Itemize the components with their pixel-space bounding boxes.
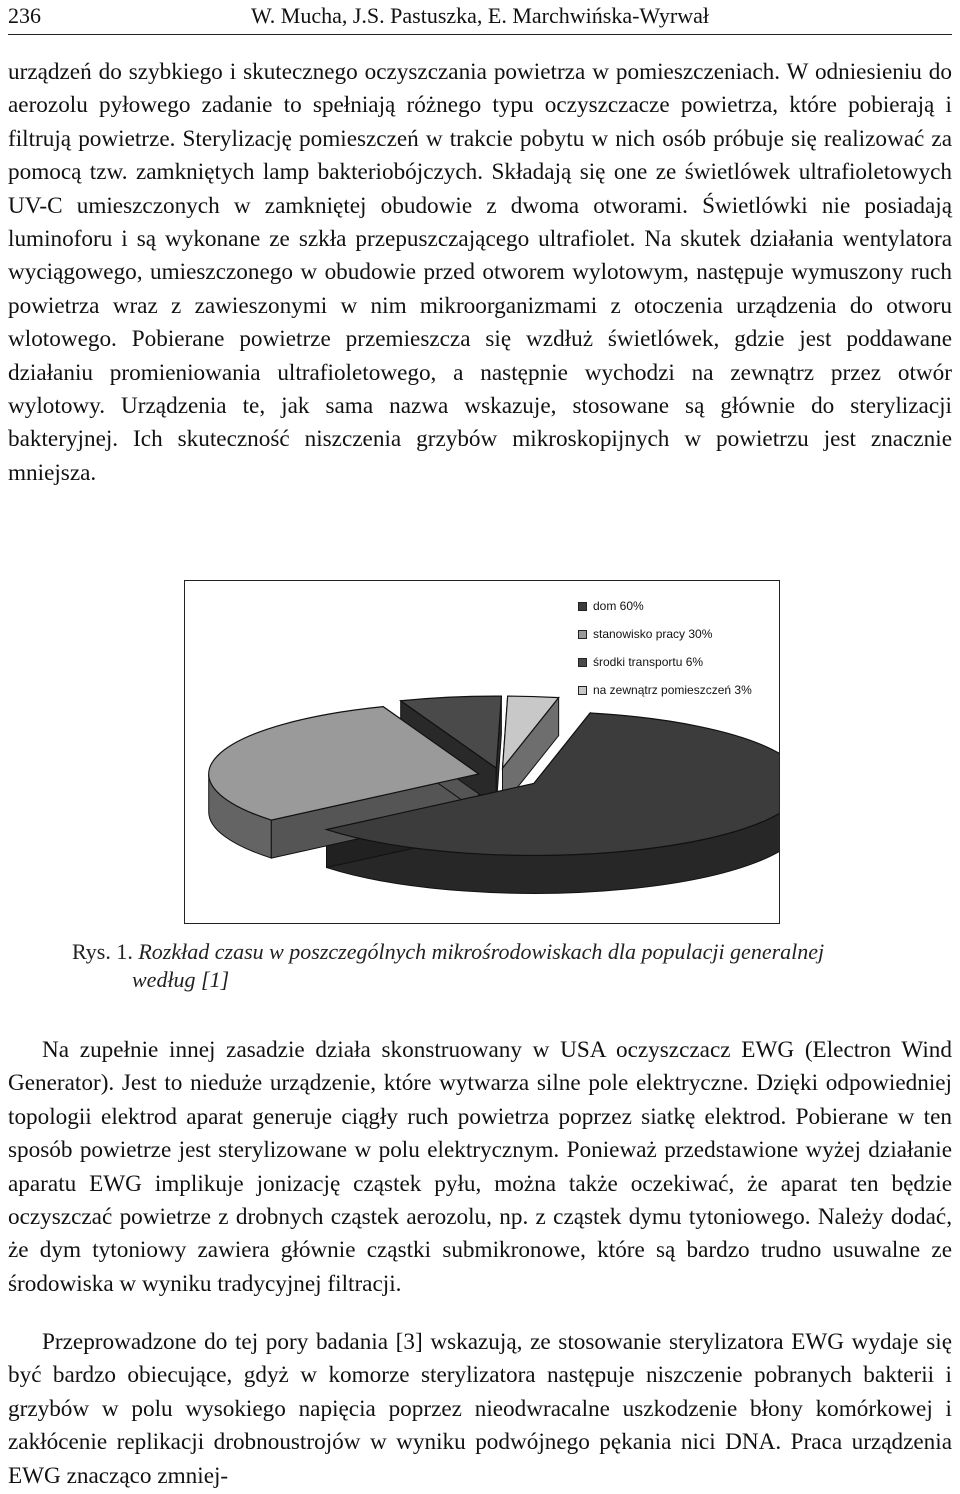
- figure-caption: [72, 938, 912, 994]
- legend-label: stanowisko pracy 30%: [593, 627, 713, 641]
- figure-caption-text-line1: Rozkład czasu w poszczególnych mikrośrodowiskach dla populacji generalnej: [138, 939, 825, 964]
- page-number: 236: [8, 3, 41, 28]
- body-paragraph-2: Na zupełnie innej zasadzie działa skonstruowany w USA oczyszczacz EWG (Electron Wind Generator). Jest to nieduże urządzenie, które wytwarza silne pole elektryczne. Dzięki odpowiedniej topologii elektrod aparat generuje ciągły ruch powietrza poprzez siatkę elektrod. Pobierane w ten sposób powietrze jest sterylizowane w polu elektrycznym. Ponieważ przedstawione wyżej działanie aparatu EWG implikuje jonizację cząstek pyłu, można także oczekiwać, że aparat ten będzie oczyszczać powietrze z drobnych cząstek aerozolu, np. z cząstek dymu tytoniowego. Należy dodać, że dym tytoniowy zawiera głównie cząstki submikronowe, które są bardzo trudno usuwalne ze środowiska w wyniku tradycyjnej filtracji.: [8, 1037, 952, 1297]
- figure-caption-label: Rys. 1.: [72, 939, 133, 964]
- legend-item: [578, 677, 768, 705]
- legend-swatch: [578, 602, 587, 611]
- body-paragraph-1: urządzeń do szybkiego i skutecznego oczyszczania powietrza w pomieszczeniach. W odniesieniu do aerozolu pyłowego zadanie to spełniają różnego typu oczyszczacze powietrza, które pobierają i filtrują powietrze. Sterylizację pomieszczeń w trakcie pobytu w nich osób próbuje się realizować za pomocą tzw. zamkniętych lamp bakteriobójczych. Składają się one ze świetlówek ultrafioletowych UV-C umieszczonych w zamkniętej obudowie z dwoma otworami. Świetlówki nie posiadają luminoforu i są wykonane ze szkła przepuszczającego ultrafiolet. Na skutek działania wentylatora wyciągowego, umieszczonego w obudowie przed otworem wylotowym, następuje wymuszony ruch powietrza wraz z zawieszonymi w nim mikroorganizmami z otoczenia urządzenia do otworu wlotowego. Pobierane powietrze przemieszcza się wzdłuż świetlówek, gdzie jest poddawane działaniu promieniowania ultrafioletowego, a następnie wychodzi na zewnątrz przez otwór wylotowy. Urządzenia te, jak sama nazwa wskazuje, stosowane są głównie do sterylizacji bakteryjnej. Ich skuteczność niszczenia grzybów mikroskopijnych w powietrzu jest znacznie mniejsza.: [8, 59, 952, 486]
- legend-swatch: [578, 658, 587, 667]
- chart-legend: [578, 593, 768, 705]
- legend-item: [578, 649, 768, 677]
- page-header: [8, 0, 952, 35]
- pie-chart-figure: [184, 580, 780, 924]
- legend-item: [578, 593, 768, 621]
- legend-swatch: [578, 630, 587, 639]
- running-head-authors: W. Mucha, J.S. Pastuszka, E. Marchwińska-Wyrwał: [251, 3, 709, 28]
- legend-swatch: [578, 686, 587, 695]
- body-paragraph-3: Przeprowadzone do tej pory badania [3] wskazują, ze stosowanie sterylizatora EWG wydaje się być bardzo obiecujące, gdyż w komorze sterylizatora następuje niszczenie pobranych bakterii i grzybów w polu wysokiego napięcia poprzez nieodwracalne uszkodzenie błony komórkowej i zakłócenie replikacji drobnoustrojów w wyniku podwójnego pękania nici DNA. Praca urządzenia EWG znacząco zmniej-: [8, 1329, 952, 1489]
- legend-label: na zewnątrz pomieszczeń 3%: [593, 683, 752, 697]
- figure-caption-text-line2: według [1]: [132, 967, 230, 992]
- legend-item: [578, 621, 768, 649]
- legend-label: środki transportu 6%: [593, 655, 704, 669]
- legend-label: dom 60%: [593, 599, 644, 613]
